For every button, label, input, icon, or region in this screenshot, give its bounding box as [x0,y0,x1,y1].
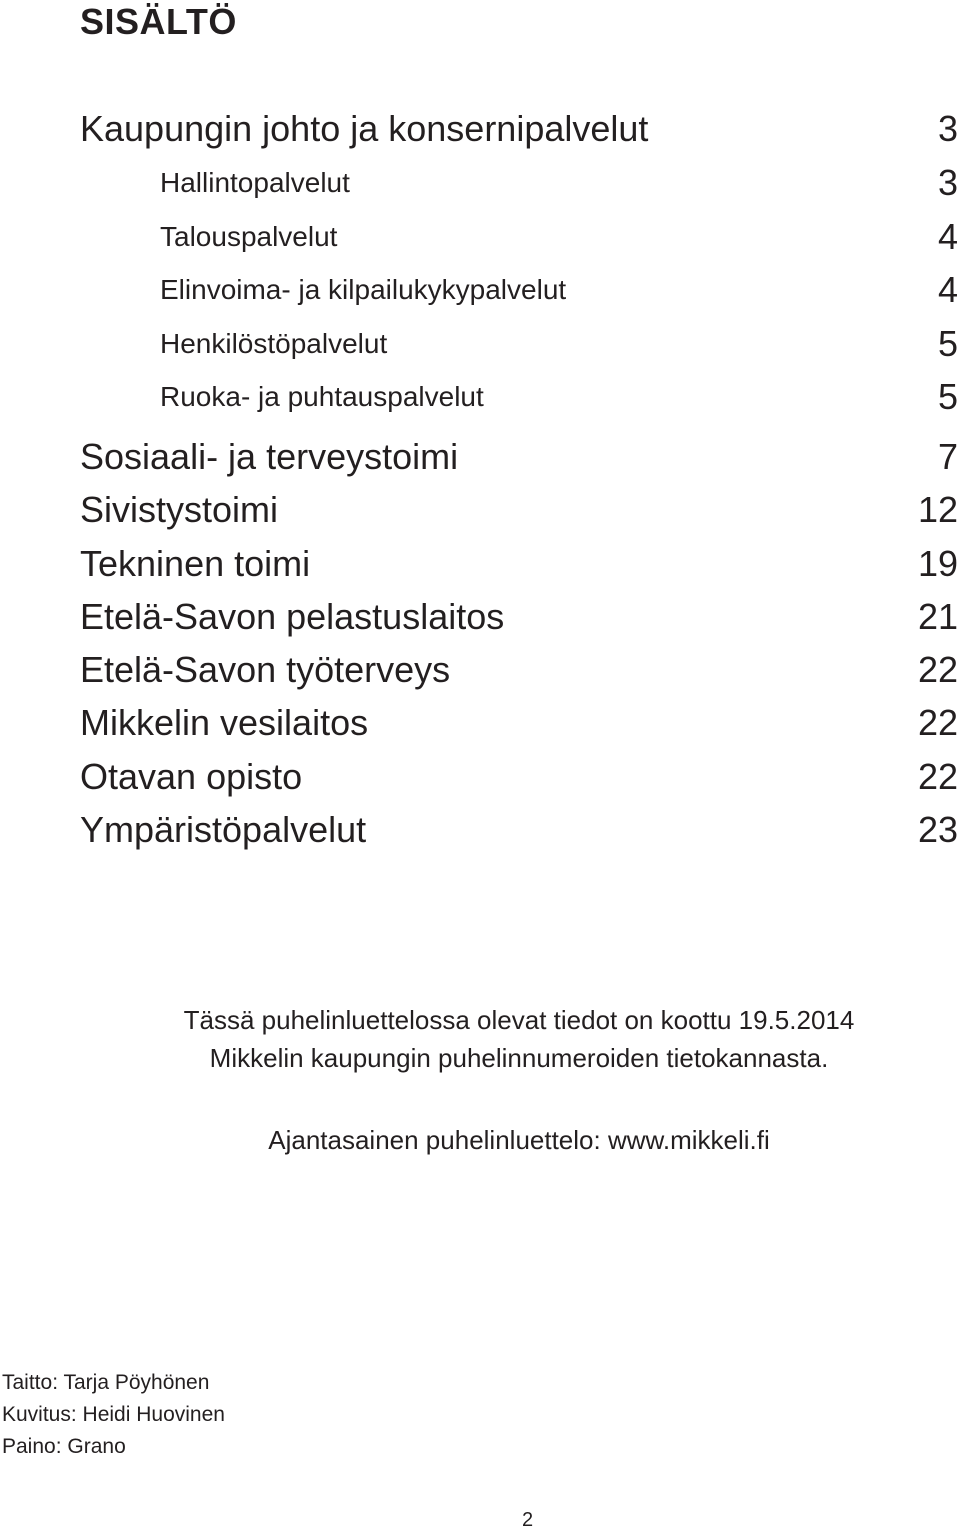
toc-page-number: 22 [917,756,958,797]
toc-subentry [160,321,958,367]
toc-entry [80,807,958,853]
toc-label: Hallintopalvelut [160,167,350,198]
note-line: Tässä puhelinluettelossa olevat tiedot on koottu 19.5.2014 [183,1005,855,1035]
toc-page-number: 22 [917,702,958,743]
toc-page-number: 7 [937,436,958,477]
toc-entry [80,594,958,640]
toc-label: Ympäristöpalvelut [80,809,367,850]
website-note: Ajantasainen puhelinluettelo: www.mikkeli.fi [268,1125,770,1155]
toc-label: Sosiaali- ja terveystoimi [80,436,459,477]
toc-subentry [160,160,958,206]
toc-subentry [160,214,958,260]
toc-label: Ruoka- ja puhtauspalvelut [160,381,484,412]
toc-entry [80,487,958,533]
credit-print: Paino: Grano [2,1435,126,1458]
toc-page-number: 5 [937,376,958,417]
toc-entry [80,106,958,152]
toc-page-number: 4 [937,216,958,257]
toc-entry [80,434,958,480]
toc-subentry [160,374,958,420]
toc-entry [80,700,958,746]
toc-label: Etelä-Savon pelastuslaitos [80,596,505,637]
toc-page-number: 3 [937,108,958,149]
toc-page-number: 23 [917,809,958,850]
credits [2,1367,225,1463]
toc-label: Otavan opisto [80,756,303,797]
toc-label: Tekninen toimi [80,543,311,584]
toc-page-number: 3 [937,162,958,203]
toc-entry [80,647,958,693]
toc-page-number: 21 [917,596,958,637]
toc-page-number: 19 [917,543,958,584]
page-number: 2 [522,1509,534,1531]
toc-label: Mikkelin vesilaitos [80,702,369,743]
toc-page-number: 22 [917,649,958,690]
credit-layout: Taitto: Tarja Pöyhönen [2,1371,210,1394]
toc-entry [80,754,958,800]
toc-label: Kaupungin johto ja konsernipalvelut [80,108,649,149]
toc-label: Elinvoima- ja kilpailukykypalvelut [160,274,567,305]
toc-label: Etelä-Savon työterveys [80,649,451,690]
page-title: SISÄLTÖ [80,1,237,42]
toc-page-number: 5 [937,323,958,364]
toc-subentry [160,267,958,313]
note-line: Mikkelin kaupungin puhelinnumeroiden tietokannasta. [209,1043,829,1073]
toc-label: Henkilöstöpalvelut [160,328,388,359]
toc-label: Talouspalvelut [160,221,338,252]
toc-entry [80,541,958,587]
toc-page-number: 12 [917,489,958,530]
toc-page-number: 4 [937,269,958,310]
credit-illustration: Kuvitus: Heidi Huovinen [2,1403,225,1426]
toc-label: Sivistystoimi [80,489,279,530]
